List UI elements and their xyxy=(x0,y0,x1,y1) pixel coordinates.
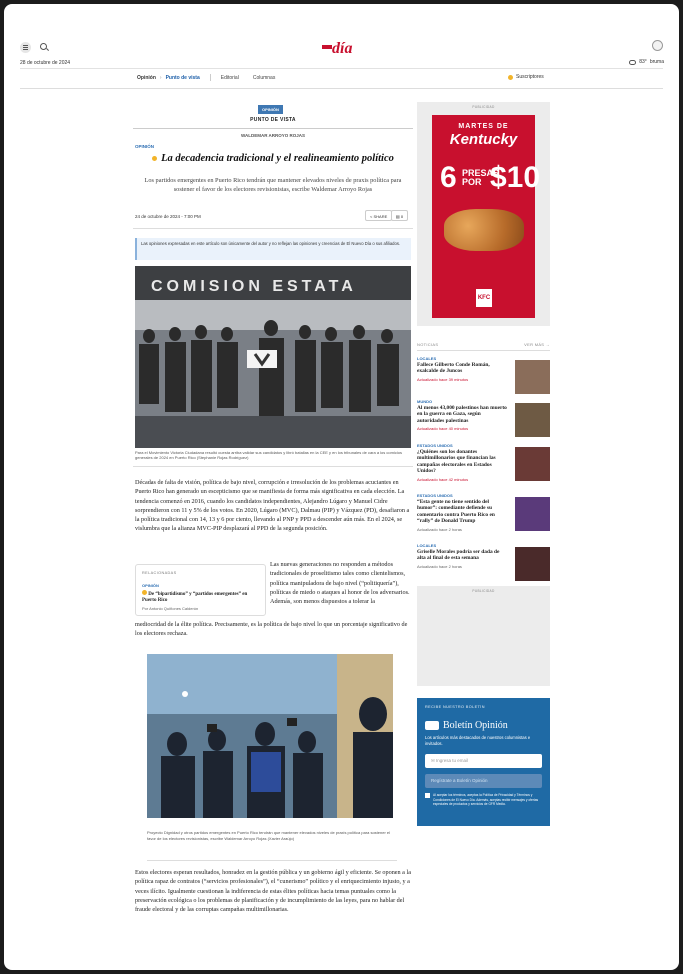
email-input[interactable] xyxy=(425,754,542,768)
cloud-icon xyxy=(629,60,636,65)
publish-date: 24 de octubre de 2024 - 7:00 PM xyxy=(135,214,201,219)
chicken-image xyxy=(444,209,524,251)
svg-text:día: día xyxy=(332,40,353,57)
weather-label: bruma xyxy=(649,59,664,65)
mail-icon: ✉ xyxy=(431,758,437,764)
news-thumbnail[interactable] xyxy=(515,403,550,437)
kfc-logo: KFC xyxy=(474,287,494,309)
newsletter-title xyxy=(425,720,542,731)
svg-text:COMISION ESTATA: COMISION ESTATA xyxy=(151,278,357,295)
see-more-link[interactable]: VER MÁS → xyxy=(524,342,550,347)
article-paragraph: Estos electores esperan resultados, honradez en la gestión pública y un gobierno ágil y eficiente. Se oponen a la política rapaz de contratos (“servicios profesionales”), el “cunerismo” político y el enriquecimiento injusto, y a veces ilícito. Igualmente cuestionan la indiferencia de estas élites políticas hacia temas puntuales como la preservación ecológica o los problemas de planificación y de incumplimiento de las leyes, para no hablar del fraude electoral y de las corruptas campañas multimillonarias. xyxy=(135,869,411,914)
article-paragraph: Las nuevas generaciones no responden a métodos tradicionales de proselitismo tales como clientelismos, política manipuladora de bajo nivel (“politiquería”), políticas de miedo o ataques al honor de los adversarios. Además, son menos dispuestos a tolerar la xyxy=(270,561,410,606)
news-updated: Actualizado hace 42 minutos xyxy=(417,476,469,482)
ad-price: $10 xyxy=(490,161,541,194)
divider xyxy=(20,68,663,69)
news-item[interactable] xyxy=(417,443,550,483)
nav-punto-de-vista[interactable]: Punto de vista xyxy=(165,74,200,81)
subscriber-badge-icon xyxy=(152,156,157,161)
weather-temp: 83° xyxy=(639,59,647,65)
news-headline[interactable]: Fallece Gilberto Conde Román, exalcalde de Juncos xyxy=(417,362,490,375)
ad-line: Kentucky xyxy=(449,131,518,148)
nav-editorial[interactable]: Editorial xyxy=(220,74,239,81)
article-paragraph: mediocridad de la élite política. Precisamente, es la política de bajo nivel lo que un porcentaje significativo de los electores rechaza. xyxy=(135,621,408,638)
news-updated: Actualizado hace 2 horas xyxy=(417,526,462,532)
section-nav xyxy=(137,74,285,81)
news-thumbnail[interactable] xyxy=(515,547,550,581)
photo-caption: Proyecto Dignidad y otros partidos emergentes en Puerto Rico tendrán que mantener elevados niveles de praxis política para sostener el favor de los electores revisionistas, escribe Waldemar Arroyo Rojas (Xavier Araújo) xyxy=(147,830,391,842)
news-item[interactable] xyxy=(417,543,550,583)
comment-count: 0 xyxy=(400,214,404,219)
news-headline[interactable]: Griselle Morales podría ser dada de alta al final de esta semana xyxy=(417,549,500,562)
share-icon: < xyxy=(370,214,373,219)
news-updated: Actualizado hace 39 minutos xyxy=(417,376,469,382)
search-icon[interactable] xyxy=(40,43,47,50)
press-conference-photo xyxy=(135,266,411,448)
article-title-text: La decadencia tradicional y el realineamiento político xyxy=(161,153,394,164)
article-photo[interactable] xyxy=(147,654,393,818)
news-thumbnail[interactable] xyxy=(515,497,550,531)
nav-columnas[interactable]: Columnas xyxy=(252,74,276,81)
article-photo[interactable] xyxy=(135,266,411,448)
newsletter-signup xyxy=(417,698,550,826)
newsletter-submit-button[interactable]: Regístrate a Boletín Opinión xyxy=(425,774,542,788)
current-date: 28 de octubre de 2024 xyxy=(20,60,71,66)
news-updated: Actualizado hace 2 horas xyxy=(417,563,462,569)
news-section: MUNDO xyxy=(417,399,433,404)
kfc-advertisement[interactable] xyxy=(432,115,541,318)
ad-slot xyxy=(417,586,550,686)
ad-slot xyxy=(417,102,550,326)
ad-number: 6 xyxy=(440,161,457,194)
ad-label: PUBLICIDAD xyxy=(472,105,495,109)
related-section: OPINIÓN xyxy=(142,583,159,588)
subscriber-badge-icon xyxy=(142,590,147,595)
photo-caption: Para el Movimiento Victoria Ciudadana resultó cuesta arriba validar sus candidatos y libró batallas en la CEE y en los tribunales de cara a los comicios generales de 2024 en Puerto Rico (Stephanie Rojas Rodríguez) xyxy=(135,450,402,461)
article-section[interactable]: OPINIÓN xyxy=(135,144,155,149)
divider xyxy=(133,228,413,229)
nav-opinion[interactable]: Opinión xyxy=(137,74,156,81)
ad-label: PUBLICIDAD xyxy=(472,589,495,593)
related-title[interactable] xyxy=(142,590,259,604)
consent-checkbox[interactable] xyxy=(425,793,542,805)
news-label: NOTICIAS xyxy=(417,342,439,347)
subscriber-badge-icon xyxy=(508,75,513,80)
related-author: Por Antonio Quiñones Calderón xyxy=(142,606,199,611)
user-account-icon[interactable] xyxy=(652,40,663,51)
news-section: LOCALES xyxy=(417,543,437,548)
press-crowd-photo xyxy=(147,654,393,818)
news-thumbnail[interactable] xyxy=(515,360,550,394)
subscribers-link[interactable] xyxy=(508,74,544,80)
news-updated: Actualizado hace 40 minutos xyxy=(417,426,469,432)
opinion-badge: OPINIÓN xyxy=(258,105,283,114)
comments-button[interactable] xyxy=(391,210,408,221)
news-section: LOCALES xyxy=(417,356,437,361)
checkbox[interactable] xyxy=(425,793,430,798)
ad-line: PRESAS xyxy=(462,168,500,178)
article xyxy=(133,98,413,970)
subscribers-label: Suscriptores xyxy=(516,74,544,80)
divider xyxy=(133,128,413,129)
article-title xyxy=(133,153,413,164)
mail-icon xyxy=(425,721,439,730)
related-title-text: De “bipartidismo” y “partidos emergentes” en Puerto Rico xyxy=(142,592,248,603)
site-header xyxy=(4,4,679,88)
related-article-card[interactable] xyxy=(135,564,266,616)
share-label: SHARE xyxy=(373,214,388,219)
newsletter-kicker: RECIBE NUESTRO BOLETÍN xyxy=(425,705,485,709)
article-paragraph: Décadas de falta de visión, política de bajo nivel, corrupción e irresolución de los problemas acuciantes en Puerto Rico han generado un escepticismo que se manifiesta de forma más significativa en cada elección. La tendencia comenzó en 2016, cuando los candidatos independientes, Alejandro Lúgaro y Manuel Cidre sorprendieron con 11 y 5% de los votos. En 2020, Lúgaro (MVC), Dalmau (PIP) y Vázquez (PD), desafiaron a la política tradicional con 14, 13 y 6 por ciento, llevando al PNP y PPD a descender aún más. En el 2024, se vislumbra que la alianza MVC-PIP desplazará al PPD de la segunda posición. xyxy=(135,479,410,533)
article-dek: Los partidos emergentes en Puerto Rico tendrán que mantener elevados niveles de praxis política para sostener el favor de los electores revisionistas, escribe Waldemar Arroyo Rojas xyxy=(144,177,402,194)
news-item[interactable] xyxy=(417,493,550,533)
article-kicker: PUNTO DE VISTA xyxy=(250,117,296,123)
news-section: ESTADOS UNIDOS xyxy=(417,443,453,448)
news-headline[interactable]: “Esta gente no tiene sentido del humor”: comediante defiende su comentario contra Puerto Rico en “rally” de Donald Trump xyxy=(417,499,495,525)
site-logo[interactable] xyxy=(322,37,362,55)
author-byline[interactable]: WALDEMAR ARROYO ROJAS xyxy=(240,133,306,138)
divider xyxy=(210,74,211,81)
share-button[interactable] xyxy=(365,210,392,221)
news-header xyxy=(417,342,550,347)
ad-line: MARTES DE xyxy=(458,123,509,130)
weather-widget xyxy=(629,59,664,65)
email-placeholder: Ingresa tu email xyxy=(436,758,469,764)
menu-icon[interactable] xyxy=(20,42,31,53)
ad-line: POR xyxy=(462,177,482,187)
related-label: RELACIONADAS xyxy=(142,571,177,575)
newsletter-title-text: Boletín Opinión xyxy=(443,720,508,731)
divider xyxy=(133,466,413,467)
news-item[interactable] xyxy=(417,356,550,396)
divider xyxy=(147,860,397,861)
news-headline[interactable]: Al menos 43,000 palestinos han muerto en la guerra en Gaza, según autoridades palestinas xyxy=(417,405,507,424)
chevron-right-icon: › xyxy=(159,74,162,81)
news-section: ESTADOS UNIDOS xyxy=(417,493,453,498)
divider xyxy=(417,350,550,351)
divider xyxy=(20,88,663,89)
comment-icon: ▤ xyxy=(395,214,400,219)
news-thumbnail[interactable] xyxy=(515,447,550,481)
news-item[interactable] xyxy=(417,399,550,439)
page xyxy=(4,4,679,970)
consent-text: Al aceptar los términos, aceptas la Política de Privacidad y Términos y Condiciones de El Nuevo Día. Además, aceptas recibir mensajes y ofertas especiales de productos y servicios de GFR Media. xyxy=(433,793,539,806)
newsletter-description: Los artículos más destacados de nuestros columnistas e invitados. xyxy=(425,735,531,746)
opinion-disclaimer: Las opiniones expresadas en este artículo son únicamente del autor y no reflejan las opiniones y creencias de El Nuevo Día o sus afiliados. xyxy=(135,238,411,260)
news-headline[interactable]: ¿Quiénes son los donantes multimillonarios que financian las campañas electorales en Estados Unidos? xyxy=(417,449,496,475)
